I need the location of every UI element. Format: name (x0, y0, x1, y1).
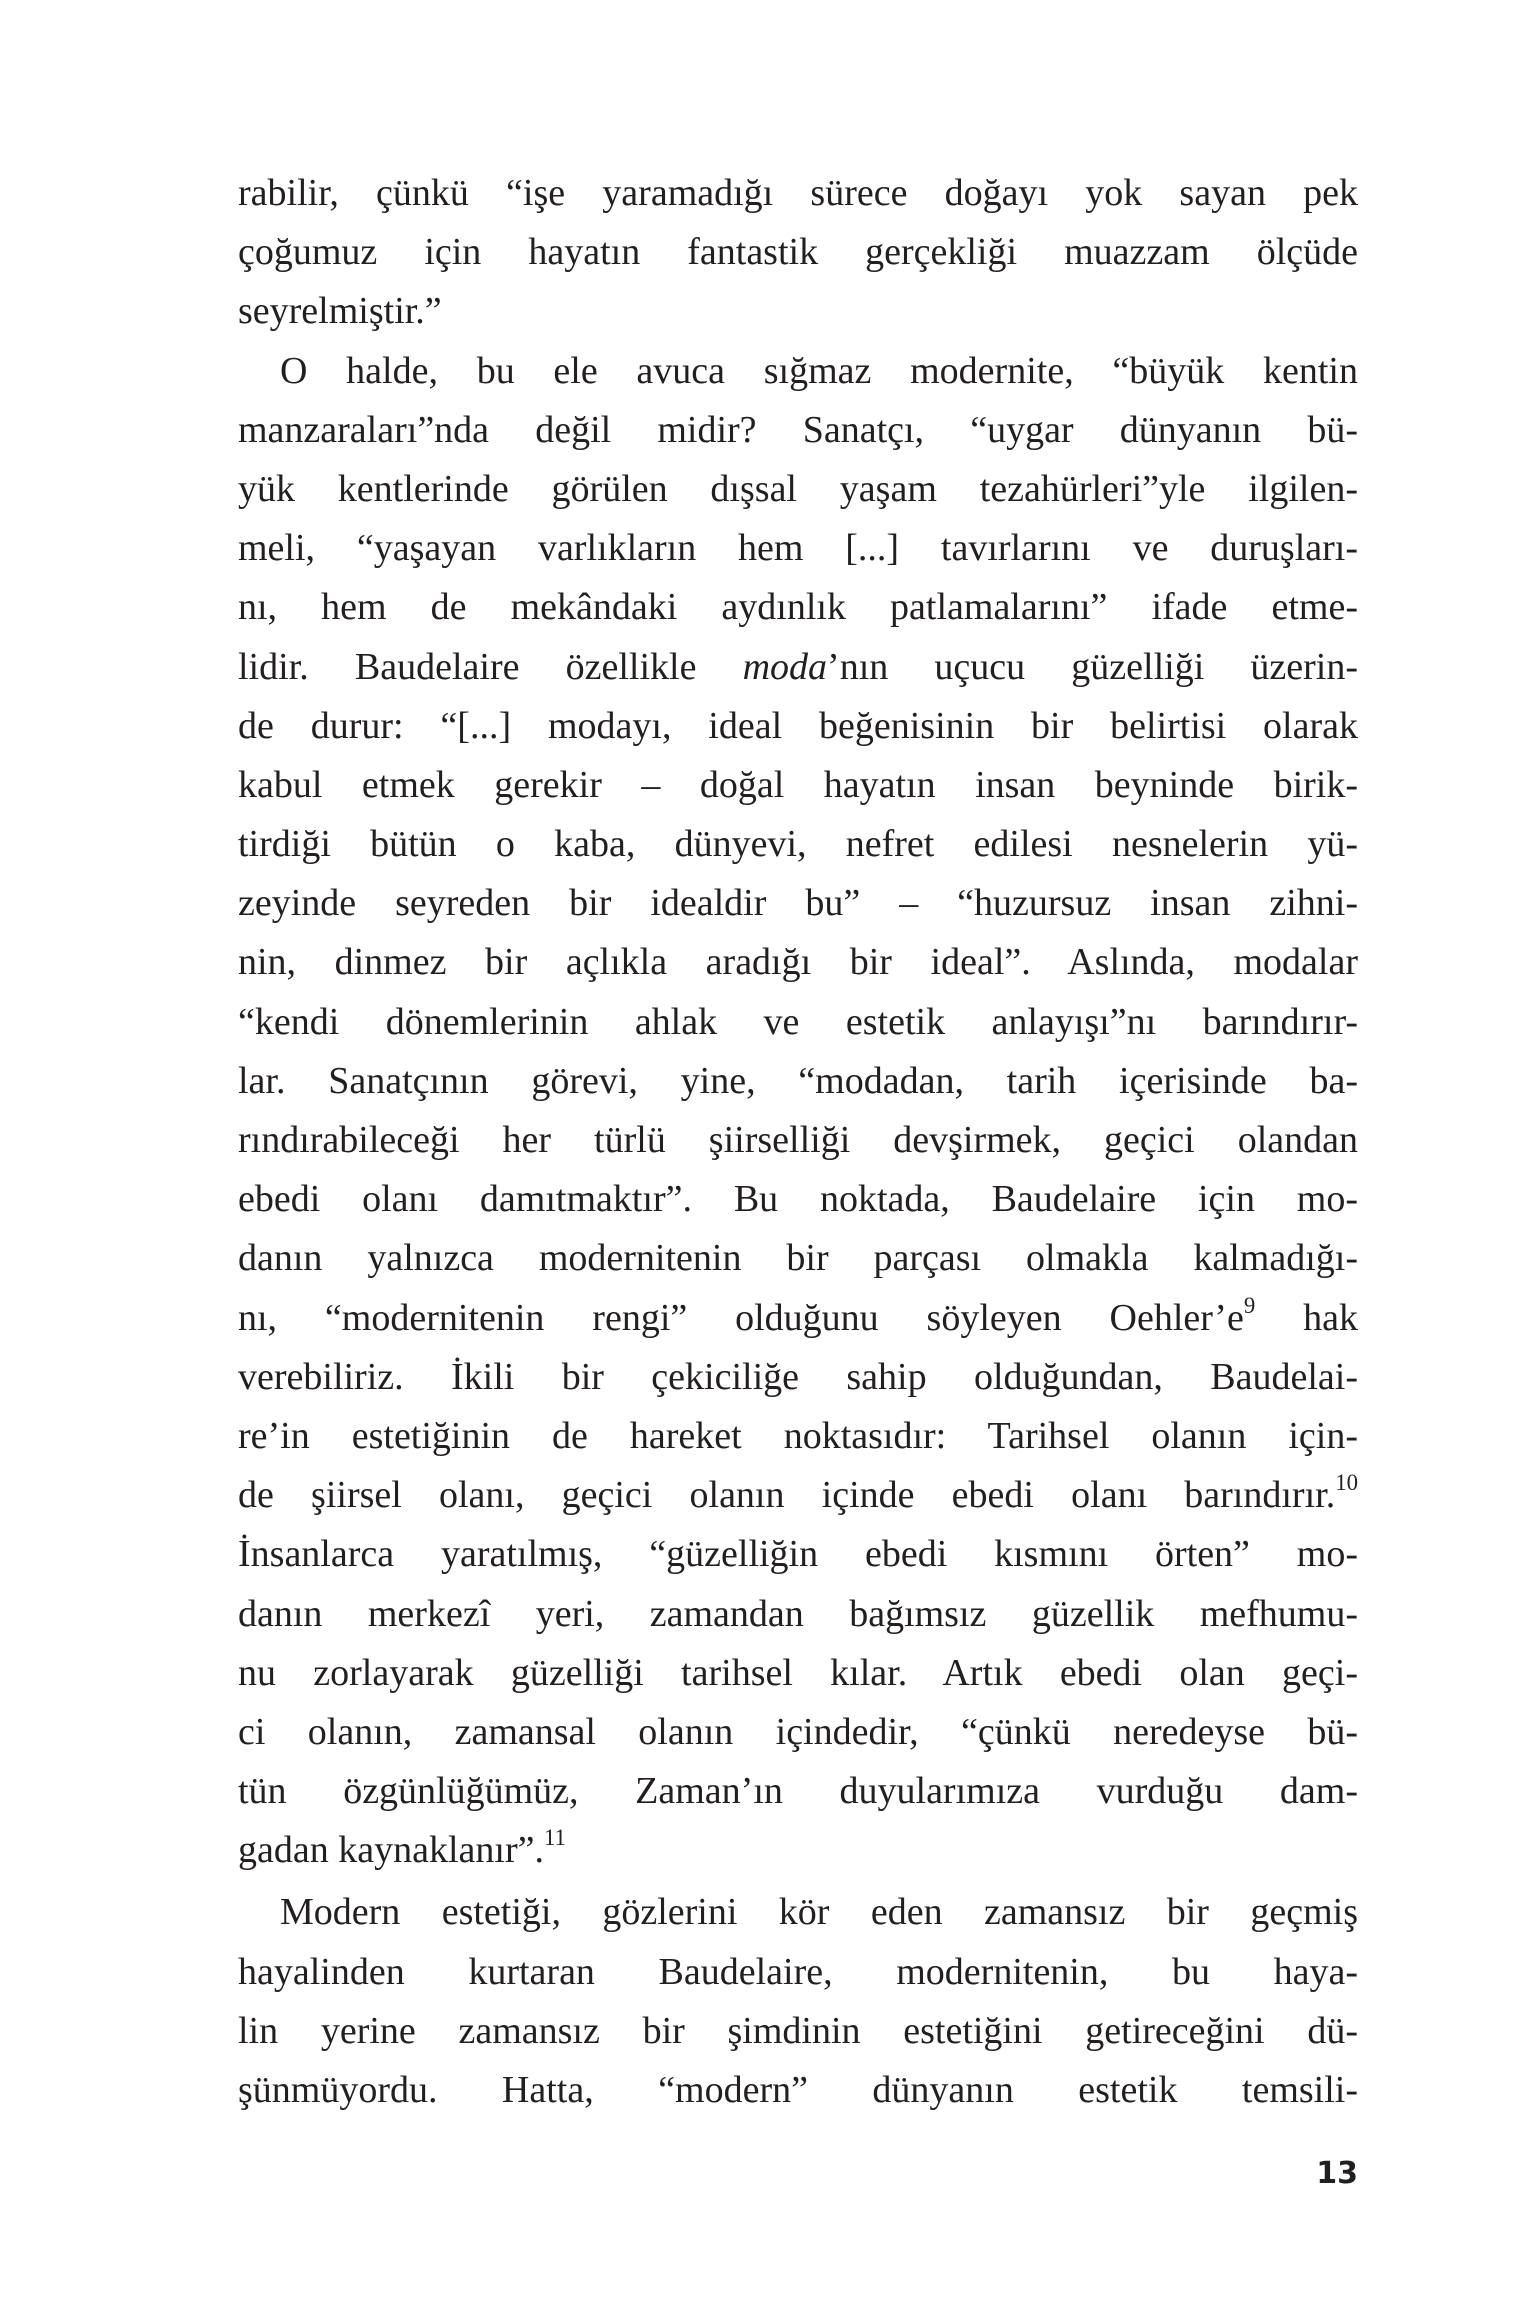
text-line (238, 1407, 1358, 1466)
text-line (238, 1466, 1358, 1525)
text-line (238, 223, 1358, 282)
line-text: nı, hem de mekândaki aydınlık patlamalarını” ifade etme- (238, 586, 1358, 629)
line-text: O halde, bu ele avuca sığmaz modernite, “büyük kentin (280, 349, 1358, 392)
line-text: hak (1255, 1296, 1358, 1339)
text-line (238, 638, 1358, 697)
text-line (238, 874, 1358, 933)
line-text: kabul etmek gerekir – doğal hayatın insan beyninde birik- (238, 763, 1358, 806)
text-line (238, 1289, 1358, 1348)
line-text: hayalinden kurtaran Baudelaire, modernitenin, bu haya- (238, 1950, 1358, 1993)
line-text: danın merkezî yeri, zamandan bağımsız güzellik mefhumu- (238, 1592, 1358, 1635)
footnote-reference[interactable]: 11 (543, 1825, 566, 1851)
body-text (238, 164, 1358, 2120)
text-line (238, 2061, 1358, 2120)
line-text: tirdiği bütün o kaba, dünyevi, nefret edilesi nesnelerin yü- (238, 823, 1358, 866)
line-text: lidir. Baudelaire özellikle (238, 645, 743, 688)
line-text: danın yalnızca modernitenin bir parçası olmakla kalmadığı- (238, 1237, 1358, 1280)
line-text: seyrelmiştir.” (238, 290, 442, 333)
text-line (238, 815, 1358, 874)
line-text: çoğumuz için hayatın fantastik gerçekliği muazzam ölçüde (238, 231, 1358, 274)
text-line (238, 1762, 1358, 1821)
line-text: “kendi dönemlerinin ahlak ve estetik anlayışı”nı barındırır- (238, 1000, 1358, 1043)
text-line (238, 1170, 1358, 1229)
text-line (238, 993, 1358, 1052)
line-text: ebedi olanı damıtmaktır”. Bu noktada, Baudelaire için mo- (238, 1178, 1358, 1221)
line-text: şünmüyordu. Hatta, “modern” dünyanın estetik temsili- (238, 2069, 1358, 2111)
italic-term: moda (742, 645, 828, 688)
line-text: ci olanın, zamansal olanın içindedir, “çünkü neredeyse bü- (238, 1710, 1358, 1753)
page-number: 13 (1316, 2156, 1358, 2191)
line-text: tün özgünlüğümüz, Zaman’ın duyularımıza vurduğu dam- (238, 1770, 1358, 1813)
text-line (238, 933, 1358, 992)
line-text: lin yerine zamansız bir şimdinin estetiğini getireceğini dü- (238, 2009, 1358, 2052)
text-line (238, 1111, 1358, 1170)
line-text: meli, “yaşayan varlıkların hem [...] tavırlarını ve duruşları- (238, 527, 1358, 570)
text-line (238, 1883, 1358, 1942)
text-line (238, 2002, 1358, 2061)
text-line (238, 342, 1358, 401)
text-line (238, 756, 1358, 815)
text-line (238, 1525, 1358, 1584)
line-text: nin, dinmez bir açlıkla aradığı bir ideal”. Aslında, modalar (238, 941, 1358, 984)
text-line (238, 1943, 1358, 2002)
footnote-reference[interactable]: 10 (1335, 1470, 1358, 1496)
text-line (238, 401, 1358, 460)
text-line (238, 1585, 1358, 1644)
line-text: rındırabileceği her türlü şiirselliği devşirmek, geçici olandan (238, 1119, 1358, 1161)
text-line (238, 578, 1358, 637)
line-text: İnsanlarca yaratılmış, “güzelliğin ebedi kısmını örten” mo- (238, 1533, 1358, 1576)
line-text: manzaraları”nda değil midir? Sanatçı, “uygar dünyanın bü- (238, 408, 1358, 451)
text-line (238, 282, 1358, 341)
line-text: nı, “modernitenin rengi” olduğunu söyleyen Oehler’e (238, 1296, 1244, 1339)
text-line (238, 1703, 1358, 1762)
text-line (238, 1229, 1358, 1288)
line-text: de şiirsel olanı, geçici olanın içinde ebedi olanı barındırır. (238, 1474, 1336, 1517)
text-line (238, 1052, 1358, 1111)
line-text: yük kentlerinde görülen dışsal yaşam tezahürleri”yle ilgilen- (238, 467, 1358, 510)
line-text: de durur: “[...] modayı, ideal beğenisinin bir belirtisi olarak (238, 704, 1358, 747)
text-line (238, 1821, 1358, 1880)
line-text: ’nın uçucu güzelliği üzerin- (827, 645, 1358, 688)
text-line (238, 519, 1358, 578)
text-line (238, 1348, 1358, 1407)
line-text: gadan kaynaklanır”. (238, 1829, 544, 1872)
line-text: verebiliriz. İkili bir çekiciliğe sahip olduğundan, Baudelai- (238, 1355, 1358, 1398)
line-text: zeyinde seyreden bir idealdir bu” – “huzursuz insan zihni- (238, 882, 1358, 925)
text-line (238, 460, 1358, 519)
line-text: rabilir, çünkü “işe yaramadığı sürece doğayı yok sayan pek (238, 172, 1358, 214)
footnote-reference[interactable]: 9 (1243, 1292, 1256, 1318)
line-text: re’in estetiğinin de hareket noktasıdır: Tarihsel olanın için- (238, 1414, 1358, 1457)
line-text: lar. Sanatçının görevi, yine, “modadan, tarih içerisinde ba- (238, 1059, 1358, 1102)
text-line (238, 697, 1358, 756)
line-text: nu zorlayarak güzelliği tarihsel kılar. Artık ebedi olan geçi- (238, 1651, 1358, 1694)
text-line (238, 1644, 1358, 1703)
text-line (238, 164, 1358, 223)
line-text: Modern estetiği, gözlerini kör eden zamansız bir geçmiş (280, 1891, 1358, 1934)
